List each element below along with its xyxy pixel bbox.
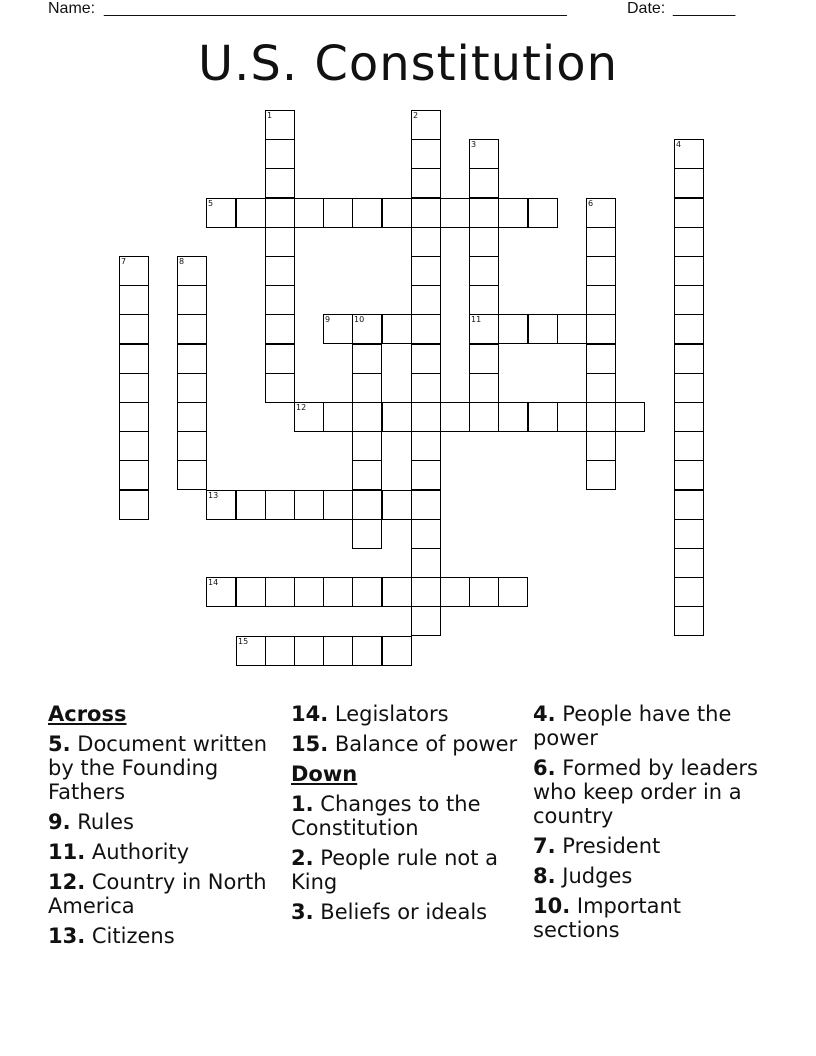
crossword-cell[interactable]	[674, 285, 704, 315]
clue-number: 11	[471, 315, 482, 324]
crossword-cell[interactable]	[119, 402, 149, 432]
clue-number: 6	[588, 199, 594, 208]
crossword-cell[interactable]	[265, 168, 295, 198]
clue-down-3: 3. Beliefs or ideals	[291, 900, 488, 924]
crossword-cell[interactable]	[586, 402, 616, 432]
crossword-cell[interactable]	[411, 431, 441, 461]
crossword-cell[interactable]	[177, 460, 207, 490]
clue-across-11: 11. Authority	[48, 840, 190, 864]
clue-number: 9	[325, 315, 331, 324]
crossword-cell[interactable]	[586, 227, 616, 257]
crossword-cell[interactable]	[265, 256, 295, 286]
clue-number: 1	[267, 111, 273, 120]
crossword-cell[interactable]	[382, 636, 412, 666]
crossword-cell[interactable]	[236, 198, 266, 228]
crossword-cell[interactable]	[411, 373, 441, 403]
clue-column-1	[48, 702, 278, 954]
crossword-cell[interactable]	[265, 110, 295, 140]
crossword-cell[interactable]	[265, 636, 295, 666]
crossword-cell[interactable]	[352, 373, 382, 403]
crossword-cell[interactable]	[382, 577, 412, 607]
crossword-cell[interactable]	[469, 139, 499, 169]
clue-number: 10	[354, 315, 365, 324]
crossword-cell[interactable]	[440, 577, 470, 607]
across-heading: Across	[48, 702, 127, 726]
crossword-cell[interactable]	[411, 227, 441, 257]
crossword-cell[interactable]	[469, 285, 499, 315]
crossword-cell[interactable]	[352, 314, 382, 344]
crossword-cell[interactable]	[294, 490, 324, 520]
crossword-cell[interactable]	[674, 402, 704, 432]
clue-number: 13	[208, 491, 219, 500]
crossword-cell[interactable]	[323, 314, 353, 344]
crossword-cell[interactable]	[265, 490, 295, 520]
crossword-cell[interactable]	[265, 314, 295, 344]
clue-number: 5	[208, 199, 214, 208]
crossword-cell[interactable]	[352, 577, 382, 607]
crossword-cell[interactable]	[323, 577, 353, 607]
crossword-cell[interactable]	[352, 490, 382, 520]
crossword-cell[interactable]	[469, 577, 499, 607]
down-heading: Down	[291, 762, 358, 786]
crossword-cell[interactable]	[586, 460, 616, 490]
crossword-cell[interactable]	[294, 577, 324, 607]
clue-down-2: 2. People rule not a King	[291, 846, 499, 894]
crossword-cell[interactable]	[469, 344, 499, 374]
crossword-cell[interactable]	[411, 460, 441, 490]
crossword-cell[interactable]	[411, 344, 441, 374]
crossword-cell[interactable]	[411, 198, 441, 228]
crossword-cell[interactable]	[206, 198, 236, 228]
crossword-cell[interactable]	[528, 314, 558, 344]
crossword-cell[interactable]	[615, 402, 645, 432]
clue-number: 4	[676, 140, 682, 149]
name-label: Name:	[48, 0, 96, 17]
crossword-cell[interactable]	[265, 227, 295, 257]
crossword-cell[interactable]	[411, 519, 441, 549]
clue-down-7: 7. President	[533, 834, 661, 858]
clue-across-5: 5. Document written by the Founding Fathers	[48, 732, 268, 804]
clue-number: 3	[471, 140, 477, 149]
crossword-cell[interactable]	[411, 168, 441, 198]
clue-number: 8	[179, 257, 185, 266]
crossword-cell[interactable]	[177, 344, 207, 374]
date-blank[interactable]: _______	[673, 0, 736, 17]
crossword-cell[interactable]	[119, 490, 149, 520]
crossword-cell[interactable]	[411, 402, 441, 432]
clue-number: 7	[121, 257, 127, 266]
crossword-cell[interactable]	[352, 431, 382, 461]
crossword-cell[interactable]	[411, 110, 441, 140]
clue-number: 15	[238, 637, 249, 646]
crossword-cell[interactable]	[265, 139, 295, 169]
crossword-cell[interactable]	[177, 285, 207, 315]
crossword-cell[interactable]	[586, 285, 616, 315]
clue-across-15: 15. Balance of power	[291, 732, 518, 756]
page-title: U.S. Constitution	[197, 36, 619, 92]
crossword-cell[interactable]	[206, 577, 236, 607]
crossword-cell[interactable]	[382, 402, 412, 432]
clue-number: 2	[413, 111, 419, 120]
crossword-cell[interactable]	[119, 460, 149, 490]
crossword-cell[interactable]	[586, 431, 616, 461]
crossword-cell[interactable]	[674, 606, 704, 636]
clue-down-8: 8. Judges	[533, 864, 633, 888]
date-label: Date:	[627, 0, 666, 17]
clue-down-6: 6. Formed by leaders who keep order in a country	[533, 756, 758, 828]
clue-number: 14	[208, 578, 219, 587]
crossword-cell[interactable]	[352, 460, 382, 490]
crossword-cell[interactable]	[674, 198, 704, 228]
clue-number: 12	[296, 403, 307, 412]
crossword-cell[interactable]	[177, 373, 207, 403]
crossword-cell[interactable]	[469, 198, 499, 228]
crossword-cell[interactable]	[498, 314, 528, 344]
crossword-cell[interactable]	[557, 402, 587, 432]
crossword-cell[interactable]	[469, 227, 499, 257]
crossword-cell[interactable]	[440, 402, 470, 432]
crossword-cell[interactable]	[469, 373, 499, 403]
crossword-cell[interactable]	[440, 198, 470, 228]
crossword-cell[interactable]	[557, 314, 587, 344]
crossword-cell[interactable]	[674, 168, 704, 198]
crossword-cell[interactable]	[119, 431, 149, 461]
crossword-cell[interactable]	[352, 402, 382, 432]
crossword-cell[interactable]	[674, 548, 704, 578]
crossword-cell[interactable]	[674, 256, 704, 286]
crossword-cell[interactable]	[411, 314, 441, 344]
crossword-cell[interactable]	[265, 577, 295, 607]
crossword-cell[interactable]	[323, 198, 353, 228]
crossword-cell[interactable]	[294, 198, 324, 228]
crossword-cell[interactable]	[323, 490, 353, 520]
crossword-cell[interactable]	[352, 344, 382, 374]
crossword-cell[interactable]	[265, 198, 295, 228]
clue-down-10: 10. Important sections	[533, 894, 681, 942]
crossword-cell[interactable]	[411, 606, 441, 636]
crossword-cell[interactable]	[674, 519, 704, 549]
crossword-cell[interactable]	[177, 314, 207, 344]
crossword-cell[interactable]	[586, 373, 616, 403]
crossword-cell[interactable]	[411, 490, 441, 520]
clue-column-3	[533, 702, 763, 948]
crossword-cell[interactable]	[411, 285, 441, 315]
crossword-cell[interactable]	[586, 314, 616, 344]
crossword-cell[interactable]	[382, 490, 412, 520]
crossword-cell[interactable]	[294, 402, 324, 432]
crossword-cell[interactable]	[119, 314, 149, 344]
crossword-cell[interactable]	[498, 402, 528, 432]
crossword-cell[interactable]	[469, 314, 499, 344]
crossword-cell[interactable]	[177, 256, 207, 286]
crossword-cell[interactable]	[411, 548, 441, 578]
crossword-cell[interactable]	[411, 256, 441, 286]
clue-column-2	[291, 702, 521, 930]
crossword-cell[interactable]	[674, 460, 704, 490]
crossword-cell[interactable]	[586, 256, 616, 286]
crossword-cell[interactable]	[469, 168, 499, 198]
crossword-cell[interactable]	[382, 198, 412, 228]
crossword-cell[interactable]	[177, 431, 207, 461]
crossword-cell[interactable]	[265, 344, 295, 374]
clue-across-14: 14. Legislators	[291, 702, 449, 726]
clue-down-1: 1. Changes to the Constitution	[291, 792, 481, 840]
clue-down-4: 4. People have the power	[533, 702, 732, 750]
crossword-cell[interactable]	[411, 577, 441, 607]
crossword-cell[interactable]	[674, 344, 704, 374]
crossword-cell[interactable]	[352, 519, 382, 549]
crossword-cell[interactable]	[119, 285, 149, 315]
crossword-cell[interactable]	[674, 431, 704, 461]
crossword-cell[interactable]	[674, 577, 704, 607]
crossword-cell[interactable]	[352, 198, 382, 228]
crossword-cell[interactable]	[469, 256, 499, 286]
crossword-cell[interactable]	[323, 636, 353, 666]
crossword-cell[interactable]	[119, 373, 149, 403]
crossword-cell[interactable]	[674, 227, 704, 257]
crossword-cell[interactable]	[586, 198, 616, 228]
clue-across-9: 9. Rules	[48, 810, 134, 834]
crossword-cell[interactable]	[674, 314, 704, 344]
crossword-cell[interactable]	[236, 636, 266, 666]
crossword-cell[interactable]	[119, 344, 149, 374]
crossword-cell[interactable]	[294, 636, 324, 666]
crossword-cell[interactable]	[469, 402, 499, 432]
crossword-cell[interactable]	[674, 373, 704, 403]
crossword-cell[interactable]	[352, 636, 382, 666]
crossword-cell[interactable]	[411, 139, 441, 169]
clue-across-12: 12. Country in North America	[48, 870, 267, 918]
crossword-cell[interactable]	[119, 256, 149, 286]
clue-across-13: 13. Citizens	[48, 924, 175, 948]
crossword-cell[interactable]	[674, 490, 704, 520]
crossword-cell[interactable]	[236, 577, 266, 607]
crossword-cell[interactable]	[265, 285, 295, 315]
crossword-cell[interactable]	[586, 344, 616, 374]
name-blank[interactable]: ____________________________________________________	[104, 0, 567, 17]
crossword-cell[interactable]	[382, 314, 412, 344]
crossword-cell[interactable]	[206, 490, 236, 520]
crossword-cell[interactable]	[528, 198, 558, 228]
crossword-cell[interactable]	[498, 198, 528, 228]
crossword-cell[interactable]	[177, 402, 207, 432]
crossword-cell[interactable]	[236, 490, 266, 520]
crossword-cell[interactable]	[528, 402, 558, 432]
crossword-cell[interactable]	[265, 373, 295, 403]
crossword-cell[interactable]	[498, 577, 528, 607]
crossword-cell[interactable]	[674, 139, 704, 169]
crossword-cell[interactable]	[323, 402, 353, 432]
